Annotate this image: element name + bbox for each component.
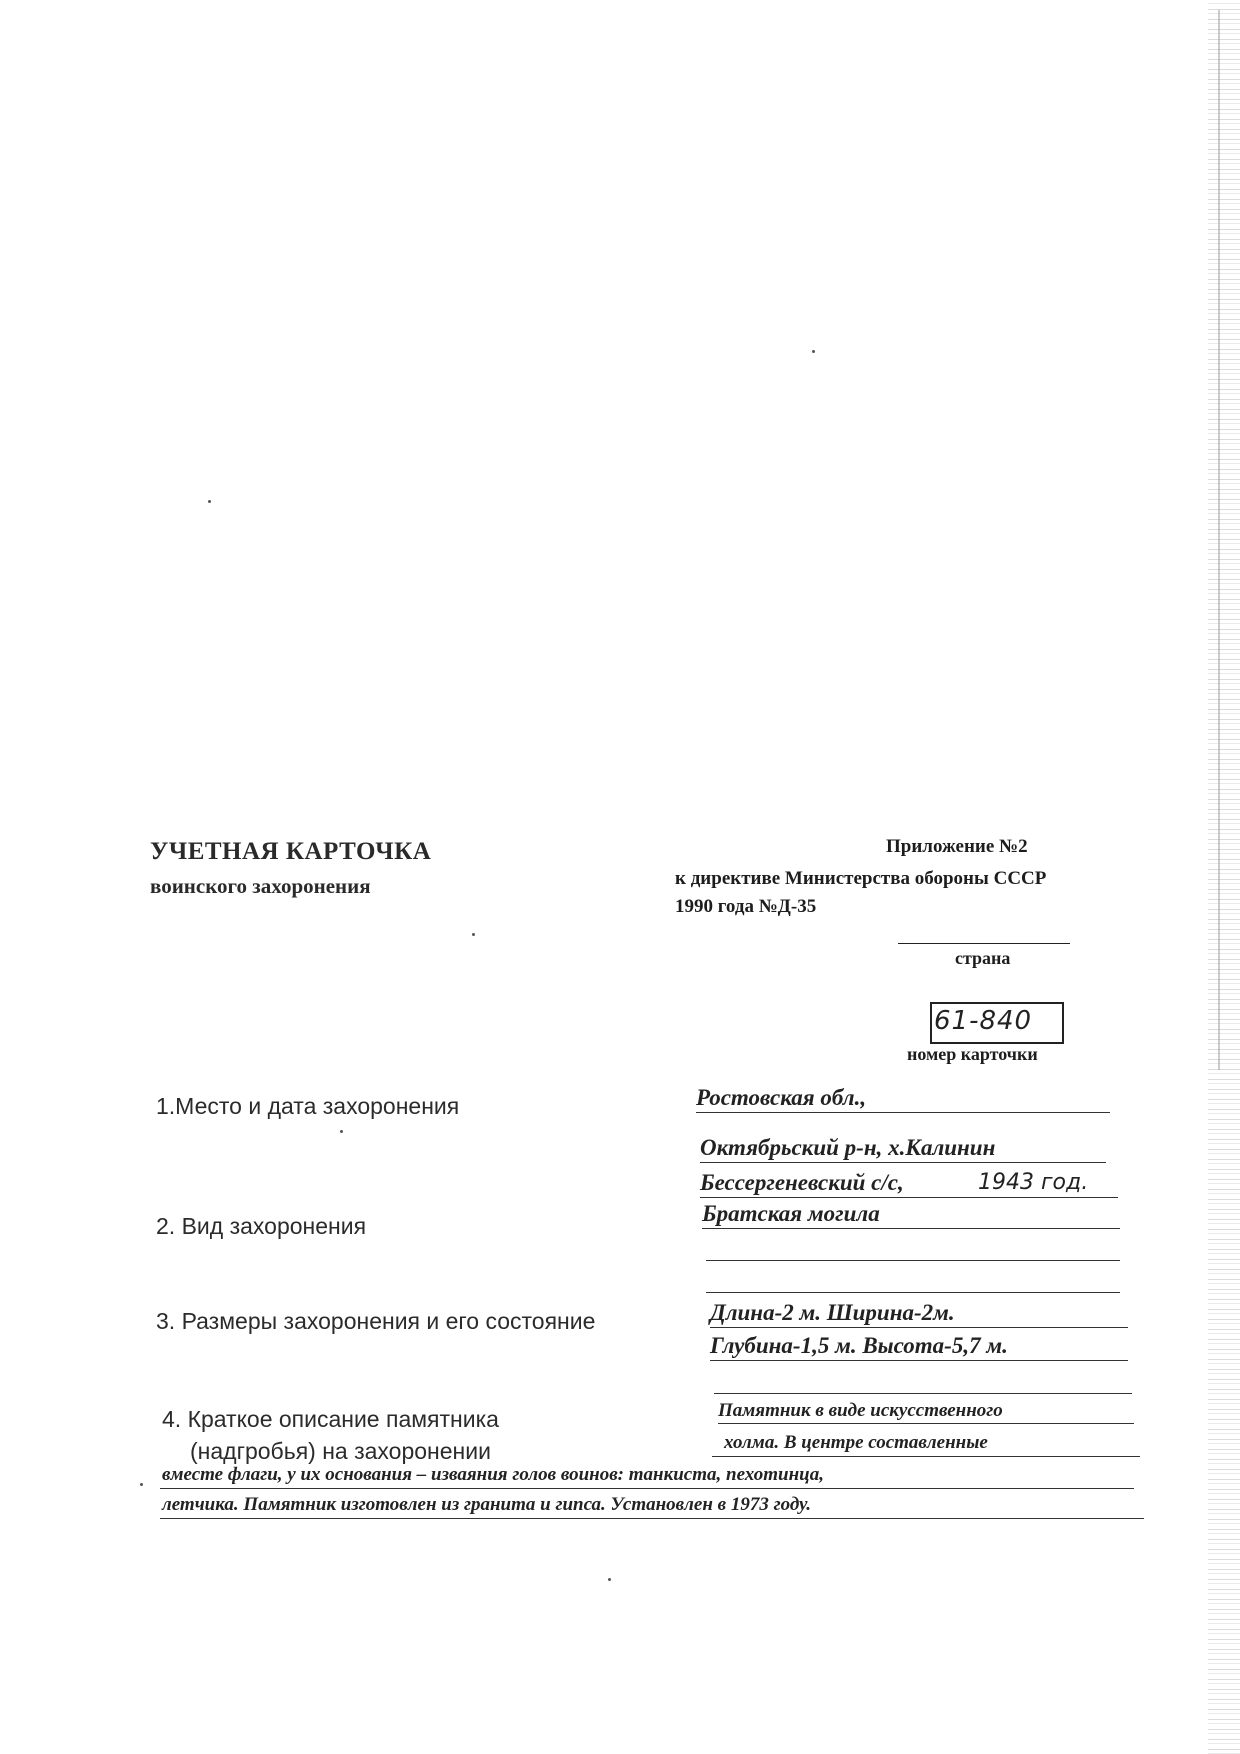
- field-1-year-handwritten: 1943 год.: [978, 1170, 1089, 1195]
- field-4-label-line1: 4. Краткое описание памятника: [162, 1406, 499, 1432]
- field-4-value-line3: вместе флаги, у их основания – изваяния голов воинов: танкиста, пехотинца,: [162, 1464, 824, 1485]
- field-4-value-line2: холма. В центре составленные: [724, 1432, 988, 1453]
- scan-line-artifact: [1218, 10, 1220, 1070]
- field-4-rule-1: [718, 1423, 1134, 1424]
- scan-speck: [140, 1483, 143, 1486]
- field-3-rule-3: [714, 1393, 1132, 1394]
- country-label: страна: [955, 948, 1011, 968]
- appendix-directive-year: 1990 года №Д-35: [675, 896, 817, 917]
- field-2-label: 2. Вид захоронения: [156, 1213, 367, 1239]
- appendix-directive: к директиве Министерства обороны СССР: [675, 868, 1047, 889]
- scan-speck: [812, 350, 815, 353]
- field-2-rule-3: [706, 1292, 1120, 1293]
- card-number-label: номер карточки: [907, 1044, 1038, 1064]
- card-number-value: 61-840: [934, 1006, 1033, 1036]
- country-field-line: [898, 943, 1070, 944]
- field-3-label: 3. Размеры захоронения и его состояние: [156, 1308, 596, 1334]
- field-4-value-line1: Памятник в виде искусственного: [718, 1400, 1003, 1421]
- field-2-rule-1: [702, 1228, 1120, 1229]
- field-1-label: 1.Место и дата захоронения: [156, 1093, 460, 1119]
- field-3-rule-1: [710, 1327, 1128, 1328]
- field-4-rule-3: [160, 1488, 1134, 1489]
- field-3-value-line2: Глубина-1,5 м. Высота-5,7 м.: [710, 1333, 1008, 1358]
- scan-speck: [472, 933, 475, 936]
- card-title: УЧЕТНАЯ КАРТОЧКА: [150, 838, 432, 865]
- field-4-value-line4: летчика. Памятник изготовлен из гранита и гипса. Установлен в 1973 году.: [162, 1494, 812, 1515]
- field-4-label-line2: (надгробья) на захоронении: [190, 1438, 491, 1464]
- field-3-value-line1: Длина-2 м. Ширина-2м.: [710, 1300, 955, 1325]
- scan-speck: [340, 1130, 343, 1133]
- field-3-rule-2: [710, 1360, 1128, 1361]
- scan-speck: [608, 1578, 611, 1581]
- appendix-number: Приложение №2: [886, 836, 1028, 857]
- field-4-rule-2: [712, 1456, 1140, 1457]
- field-1-value-line2: Октябрьский р-н, х.Калинин: [700, 1135, 996, 1160]
- field-2-rule-2: [706, 1260, 1120, 1261]
- field-1-rule-3: [700, 1197, 1118, 1198]
- scan-edge-artifact: [1208, 0, 1240, 1754]
- field-1-value-line3: Бессергеневский с/с,: [700, 1170, 904, 1195]
- scan-speck: [208, 500, 211, 503]
- field-2-value: Братская могила: [702, 1201, 880, 1226]
- field-4-rule-4: [160, 1518, 1144, 1519]
- field-1-value-line1: Ростовская обл.,: [696, 1085, 867, 1110]
- card-subtitle: воинского захоронения: [150, 874, 371, 898]
- field-1-rule-2: [700, 1162, 1106, 1163]
- field-1-rule-1: [696, 1112, 1110, 1113]
